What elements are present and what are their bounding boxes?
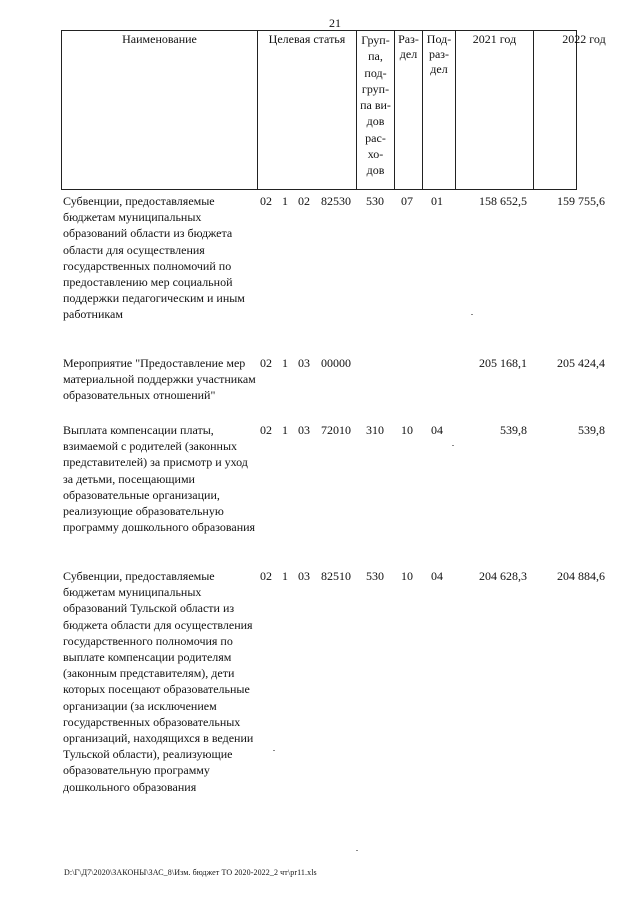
target-code-part: 1 [282,569,288,583]
target-code-part: 1 [282,194,288,208]
target-code-part: 82530 [321,194,351,208]
row-name: Мероприятие "Предоставление мер материальной поддержки участникам образовательных отношений" [63,356,256,403]
section: 10 [401,423,413,437]
target-code-part: 1 [282,423,288,437]
header-name: Наименование [122,32,197,46]
page-number: 21 [329,16,341,30]
amount-2022: 205 424,4 [557,356,605,370]
amount-2021: 205 168,1 [479,356,527,370]
file-path-footer: D:\Г\Д7\2020\ЗАКОНЫ\ЗАС_8\Изм. бюджет ТО 2020-2022_2 чт\pr11.xls [64,868,317,877]
row-name: Субвенции, предоставляемые бюджетам муниципальных образований области из бюджета области для осуществления государственных полномочий по предоставлению мер социальной поддержки педагогическим и иным работникам [63,194,245,322]
expense-group: 530 [366,569,384,583]
amount-2021: 204 628,3 [479,569,527,583]
target-code-part: 03 [298,356,310,370]
subsection: 01 [431,194,443,208]
amount-2021: 158 652,5 [479,194,527,208]
target-code-part: 1 [282,356,288,370]
target-code-part: 00000 [321,356,351,370]
target-code-part: 03 [298,423,310,437]
scan-speck [356,850,358,851]
header-target-article: Целевая статья [268,32,346,46]
header-subsection: Под- раз- дел [426,32,452,76]
header-expense-group: Груп- па, под- груп- па ви- дов рас- хо- дов [360,33,391,178]
scan-speck [471,314,473,315]
target-code-part: 03 [298,569,310,583]
subsection: 04 [431,569,443,583]
header-section: Раз- дел [398,32,419,61]
scan-speck [273,750,275,751]
target-code-part: 72010 [321,423,351,437]
expense-group: 530 [366,194,384,208]
amount-2022: 204 884,6 [557,569,605,583]
subsection: 04 [431,423,443,437]
amount-2021: 539,8 [500,423,527,437]
header-year-2021: 2021 год [472,32,517,46]
target-code-part: 02 [260,569,272,583]
target-code-part: 82510 [321,569,351,583]
amount-2022: 159 755,6 [557,194,605,208]
row-name: Субвенции, предоставляемые бюджетам муниципальных образований Тульской области из бюджета области для осуществления государственного полномочия по выплате компенсации родителям (законным представителям), дети которых посещают образовательные организации (за исключением государственных образовательных организаций, находящихся в ведении Тульской области), реализующие образовательную программу дошкольного образования [63,569,254,794]
row-name: Выплата компенсации платы, взимаемой с родителей (законных представителей) за присмотр и уход за детьми, посещающими образовательные организации, реализующие образовательную программу дошкольного образования [63,423,256,535]
amount-2022: 539,8 [578,423,605,437]
target-code-part: 02 [260,356,272,370]
target-code-part: 02 [260,423,272,437]
target-code-part: 02 [260,194,272,208]
scan-speck [452,445,454,446]
header-year-2022: 2022 год [562,32,606,46]
section: 07 [401,194,413,208]
expense-group: 310 [366,423,384,437]
section: 10 [401,569,413,583]
target-code-part: 02 [298,194,310,208]
